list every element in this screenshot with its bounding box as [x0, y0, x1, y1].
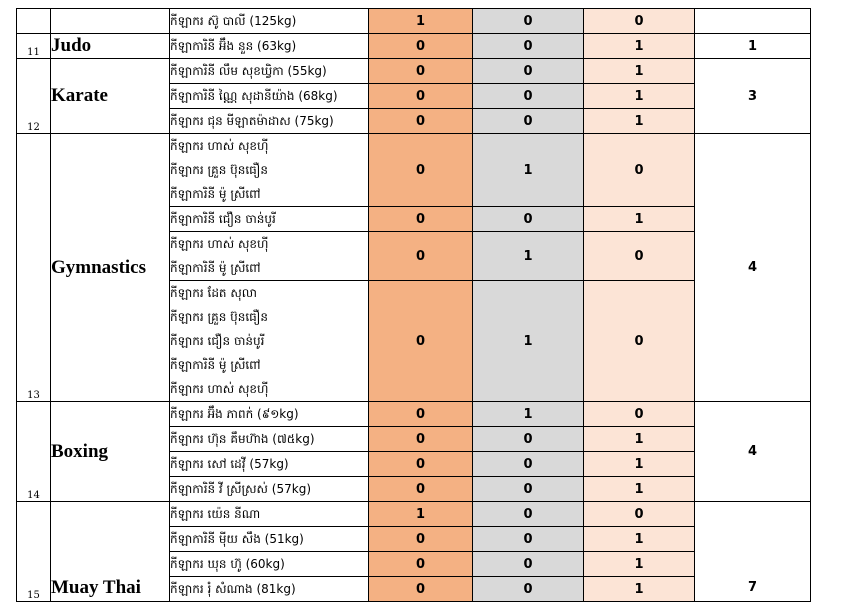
gold-count: 1	[369, 9, 473, 34]
sport-number: 15	[17, 502, 51, 602]
athlete-cell	[170, 207, 369, 232]
bronze-count: 0	[584, 402, 695, 427]
athlete-cell	[170, 402, 369, 427]
athlete-cell	[170, 427, 369, 452]
gold-count: 0	[369, 84, 473, 109]
table-row	[17, 502, 811, 527]
bronze-count: 1	[584, 527, 695, 552]
sport-name: Boxing	[51, 402, 170, 502]
sport-name: Muay Thai	[51, 502, 170, 602]
athlete-name: កីឡាការិនី ណ្ណៃ សុដានីយ៉ាង (68kg)	[170, 89, 338, 103]
athlete-name: កីឡាករ ហ៊ុន គឹមហ៊ាង (៧៥kg)	[170, 432, 315, 446]
athlete-name: កីឡាករ គ្រួន ប៊ុនធឿន	[170, 310, 268, 324]
sport-number	[17, 9, 51, 34]
athlete-cell	[170, 502, 369, 527]
silver-count: 0	[473, 109, 584, 134]
athlete-name: កីឡាករ ហាស់ សុខហ៊ី	[170, 382, 269, 396]
bronze-count: 1	[584, 84, 695, 109]
athlete-name: កីឡាករ អ៊ឹង ភាពក់ (៩១kg)	[170, 407, 299, 421]
silver-count: 1	[473, 232, 584, 281]
silver-count: 1	[473, 402, 584, 427]
gold-count: 0	[369, 134, 473, 207]
gold-count: 0	[369, 232, 473, 281]
athlete-cell	[170, 232, 369, 281]
athlete-name: កីឡាករ ហាស់ សុខហ៊ី	[170, 139, 269, 153]
athlete-name: កីឡាការិនី ម៉ីយ សឹង (51kg)	[170, 532, 304, 546]
silver-count: 0	[473, 9, 584, 34]
table-row	[17, 402, 811, 427]
athlete-name: កីឡាការិនី ជឿន ចាន់បូរី	[170, 212, 276, 226]
silver-count: 0	[473, 477, 584, 502]
athlete-name: កីឡាការិនី វី ស្រីស្រស់ (57kg)	[170, 482, 311, 496]
athlete-cell	[170, 452, 369, 477]
bronze-count: 1	[584, 109, 695, 134]
sport-number: 12	[17, 59, 51, 134]
silver-count: 0	[473, 577, 584, 602]
athlete-cell	[170, 34, 369, 59]
silver-count: 1	[473, 134, 584, 207]
athlete-name: កីឡាករ ដែត សុលា	[170, 286, 258, 300]
sport-number: 14	[17, 402, 51, 502]
gold-count: 0	[369, 59, 473, 84]
medal-table	[16, 8, 811, 602]
medal-table-wrapper	[16, 8, 811, 602]
sport-name: Gymnastics	[51, 134, 170, 402]
sport-name: Karate	[51, 59, 170, 134]
total-count: 4	[695, 402, 811, 502]
table-row	[17, 34, 811, 59]
gold-count: 0	[369, 552, 473, 577]
athlete-cell	[170, 9, 369, 34]
gold-count: 0	[369, 452, 473, 477]
silver-count: 0	[473, 527, 584, 552]
gold-count: 0	[369, 577, 473, 602]
athlete-name: កីឡាករ សៅ ដេវ៉ី (57kg)	[170, 457, 289, 471]
athlete-name: កីឡាការិនី លឹម សុខឃ្វិកា (55kg)	[170, 64, 327, 78]
gold-count: 0	[369, 281, 473, 402]
gold-count: 0	[369, 207, 473, 232]
athlete-name: កីឡាការិនី ម៉ូ ស្រីពៅ	[170, 187, 261, 201]
bronze-count: 1	[584, 477, 695, 502]
athlete-cell	[170, 134, 369, 207]
silver-count: 0	[473, 59, 584, 84]
bronze-count: 1	[584, 59, 695, 84]
table-row	[17, 134, 811, 207]
athlete-name: កីឡាការិនី ម៉ូ ស្រីពៅ	[170, 261, 261, 275]
athlete-name: កីឡាករ ឃុន ហ៊ូ (60kg)	[170, 557, 285, 571]
athlete-cell	[170, 281, 369, 402]
silver-count: 0	[473, 452, 584, 477]
total-count: 4	[695, 134, 811, 402]
bronze-count: 1	[584, 452, 695, 477]
silver-count: 0	[473, 34, 584, 59]
bronze-count: 1	[584, 34, 695, 59]
silver-count: 0	[473, 502, 584, 527]
silver-count: 0	[473, 207, 584, 232]
gold-count: 0	[369, 109, 473, 134]
athlete-cell	[170, 477, 369, 502]
gold-count: 0	[369, 477, 473, 502]
bronze-count: 0	[584, 502, 695, 527]
bronze-count: 1	[584, 207, 695, 232]
gold-count: 1	[369, 502, 473, 527]
athlete-name: កីឡាករ រុំ សំណាង (81kg)	[170, 582, 296, 596]
silver-count: 0	[473, 427, 584, 452]
athlete-name: កីឡាករ ហាស់ សុខហ៊ី	[170, 237, 269, 251]
bronze-count: 0	[584, 9, 695, 34]
athlete-name: កីឡាករ ជុន មីឡាតម៉ាដាស (75kg)	[170, 114, 334, 128]
sport-name: Judo	[51, 34, 170, 59]
total-count	[695, 9, 811, 34]
bronze-count: 1	[584, 427, 695, 452]
table-row	[17, 9, 811, 34]
bronze-count: 0	[584, 281, 695, 402]
silver-count: 0	[473, 84, 584, 109]
gold-count: 0	[369, 34, 473, 59]
total-count: 3	[695, 59, 811, 134]
bronze-count: 1	[584, 552, 695, 577]
athlete-name: កីឡាករ យ៉េន នីណា	[170, 507, 261, 521]
athlete-cell	[170, 109, 369, 134]
athlete-cell	[170, 59, 369, 84]
bronze-count: 1	[584, 577, 695, 602]
sport-number: 11	[17, 34, 51, 59]
sport-name	[51, 9, 170, 34]
total-count: 1	[695, 34, 811, 59]
athlete-name: កីឡាការិនី ម៉ូ ស្រីពៅ	[170, 358, 261, 372]
athlete-cell	[170, 552, 369, 577]
total-count: 7	[695, 502, 811, 602]
athlete-cell	[170, 577, 369, 602]
athlete-cell	[170, 84, 369, 109]
gold-count: 0	[369, 427, 473, 452]
athlete-name: កីឡាការិនី អ៊ឹង នួន (63kg)	[170, 39, 297, 53]
sport-number: 13	[17, 134, 51, 402]
silver-count: 1	[473, 281, 584, 402]
table-row	[17, 59, 811, 84]
gold-count: 0	[369, 402, 473, 427]
athlete-name: កីឡាករ គ្រួន ប៊ុនធឿន	[170, 163, 268, 177]
athlete-cell	[170, 527, 369, 552]
athlete-name: កីឡាករ ស៊ូ បាលី (125kg)	[170, 14, 297, 28]
athlete-name: កីឡាករ ជឿន ចាន់បូរី	[170, 334, 265, 348]
bronze-count: 0	[584, 134, 695, 207]
gold-count: 0	[369, 527, 473, 552]
silver-count: 0	[473, 552, 584, 577]
bronze-count: 0	[584, 232, 695, 281]
